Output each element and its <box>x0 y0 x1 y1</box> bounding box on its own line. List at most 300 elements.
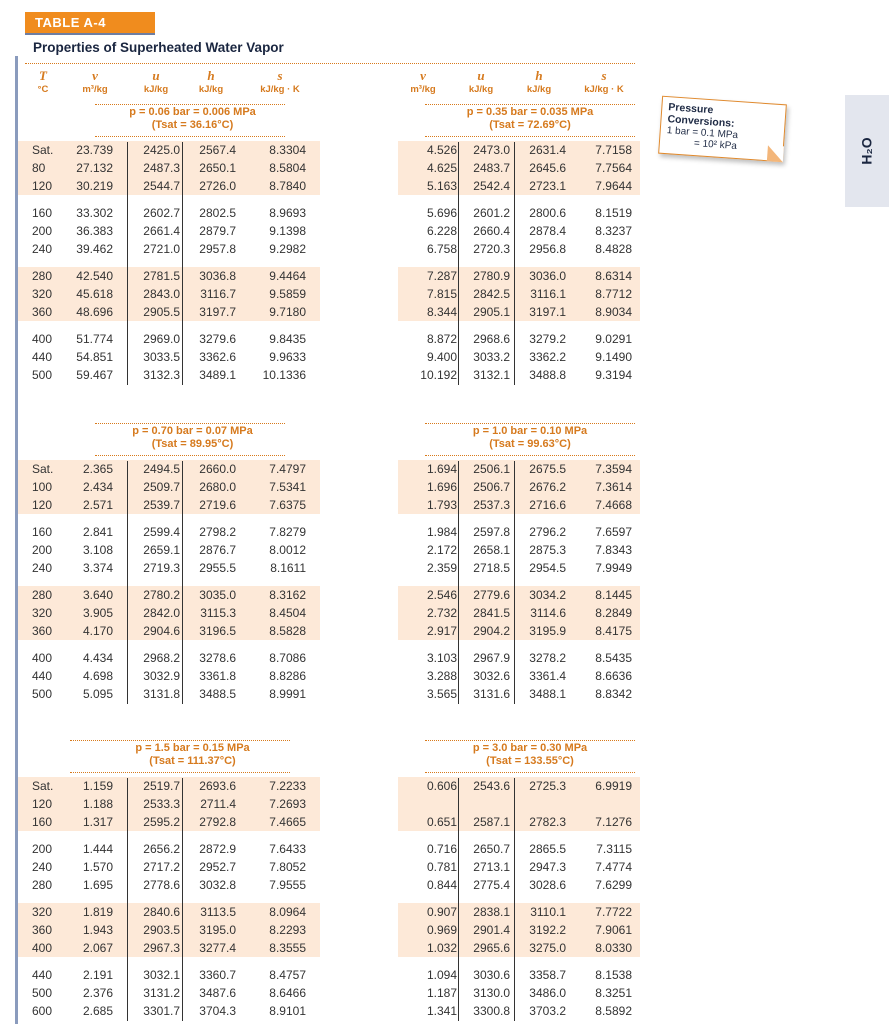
cell-specific-volume: 1.187 <box>426 986 457 1000</box>
cell-enthalpy: 2723.1 <box>529 179 566 193</box>
cell-temperature: 280 <box>32 269 53 283</box>
col-header-v-left <box>65 68 125 95</box>
pressure-conversion-note <box>658 96 787 163</box>
cell-specific-volume: 33.302 <box>76 206 113 220</box>
cell-enthalpy: 2879.7 <box>199 224 236 238</box>
cell-internal-energy: 2901.4 <box>473 923 510 937</box>
cell-entropy: 7.1276 <box>595 815 632 829</box>
cell-enthalpy: 2693.6 <box>199 779 236 793</box>
cell-entropy: 8.7086 <box>269 651 306 665</box>
cell-entropy: 9.1398 <box>269 224 306 238</box>
cell-internal-energy: 3130.0 <box>473 986 510 1000</box>
cell-enthalpy: 3113.5 <box>200 905 236 919</box>
col-header-s-left <box>245 68 315 95</box>
cell-internal-energy: 2779.6 <box>473 588 510 602</box>
cell-specific-volume: 2.359 <box>426 561 457 575</box>
cell-enthalpy: 2719.6 <box>199 498 236 512</box>
cell-entropy: 8.3304 <box>269 143 306 157</box>
cell-entropy: 8.0964 <box>269 905 306 919</box>
cell-internal-energy: 2905.1 <box>473 305 510 319</box>
cell-specific-volume: 0.969 <box>426 923 457 937</box>
col-header-s-right <box>568 68 640 95</box>
cell-temperature: 360 <box>32 624 53 638</box>
cell-internal-energy: 2904.2 <box>473 624 510 638</box>
cell-enthalpy: 3035.0 <box>199 588 236 602</box>
cell-temperature: 280 <box>32 878 53 892</box>
col-unit: m³/kg <box>82 84 108 95</box>
cell-internal-energy: 2967.9 <box>473 651 510 665</box>
pressure-label: p = 0.35 bar = 0.035 MPa <box>466 106 594 118</box>
cell-internal-energy: 2841.5 <box>473 606 510 620</box>
cell-enthalpy: 3362.6 <box>199 350 236 364</box>
cell-specific-volume: 2.841 <box>82 525 113 539</box>
pressure-head-4 <box>80 742 305 767</box>
cell-specific-volume: 1.984 <box>426 525 457 539</box>
cell-internal-energy: 2903.5 <box>143 923 180 937</box>
cell-internal-energy: 2506.1 <box>473 462 510 476</box>
cell-specific-volume: 51.774 <box>76 332 113 346</box>
cell-internal-energy: 3132.1 <box>473 368 510 382</box>
cell-entropy: 8.8342 <box>595 687 632 701</box>
cell-temperature: 80 <box>32 161 46 175</box>
cell-entropy: 7.8279 <box>269 525 306 539</box>
cell-entropy: 8.4175 <box>595 624 632 638</box>
cell-enthalpy: 2796.2 <box>529 525 566 539</box>
col-sym: h <box>535 68 543 83</box>
pressure-head-rule <box>95 455 285 456</box>
cell-entropy: 7.5341 <box>269 480 306 494</box>
col-unit: kJ/kg <box>526 84 552 95</box>
cell-specific-volume: 2.191 <box>82 968 113 982</box>
cell-specific-volume: 4.625 <box>426 161 457 175</box>
cell-specific-volume: 4.698 <box>82 669 113 683</box>
cell-enthalpy: 2711.4 <box>200 797 236 811</box>
cell-entropy: 7.3594 <box>595 462 632 476</box>
cell-internal-energy: 3300.8 <box>473 1004 510 1018</box>
cell-internal-energy: 2967.3 <box>143 941 180 955</box>
cell-specific-volume: 42.540 <box>76 269 113 283</box>
cell-entropy: 8.1538 <box>595 968 632 982</box>
cell-entropy: 8.8286 <box>269 669 306 683</box>
pressure-head-rule <box>425 772 635 773</box>
pressure-head-1 <box>415 106 645 131</box>
cell-entropy: 9.2982 <box>269 242 306 256</box>
cell-enthalpy: 2660.0 <box>199 462 236 476</box>
cell-enthalpy: 3361.8 <box>199 669 236 683</box>
cell-enthalpy: 2631.4 <box>529 143 566 157</box>
cell-enthalpy: 2650.1 <box>199 161 236 175</box>
col-sym: u <box>477 68 485 83</box>
tsat-label: (Tsat = 99.63°C) <box>489 438 571 450</box>
cell-specific-volume: 6.758 <box>426 242 457 256</box>
cell-enthalpy: 2954.5 <box>529 561 566 575</box>
column-rule <box>127 461 128 704</box>
cell-specific-volume: 1.793 <box>426 498 457 512</box>
cell-temperature: Sat. <box>32 779 54 793</box>
cell-entropy: 8.5892 <box>595 1004 632 1018</box>
cell-enthalpy: 3197.1 <box>529 305 566 319</box>
col-sym: T <box>39 68 47 83</box>
cell-specific-volume: 5.095 <box>82 687 113 701</box>
cell-specific-volume: 1.444 <box>82 842 113 856</box>
note-line-1: 1 bar = 0.1 MPa <box>666 125 739 142</box>
table-tag: TABLE A-4 <box>25 12 155 34</box>
cell-specific-volume: 10.192 <box>420 368 457 382</box>
cell-entropy: 9.9633 <box>269 350 306 364</box>
cell-enthalpy: 3488.5 <box>199 687 236 701</box>
cell-internal-energy: 2965.6 <box>473 941 510 955</box>
cell-internal-energy: 2533.3 <box>143 797 180 811</box>
cell-specific-volume: 6.228 <box>426 224 457 238</box>
cell-specific-volume: 3.103 <box>426 651 457 665</box>
col-unit: kJ/kg <box>143 84 169 95</box>
cell-enthalpy: 3197.7 <box>199 305 236 319</box>
cell-internal-energy: 2543.6 <box>473 779 510 793</box>
col-sym: v <box>420 68 426 83</box>
cell-temperature: 100 <box>32 480 53 494</box>
cell-entropy: 7.4774 <box>595 860 632 874</box>
col-unit: m³/kg <box>410 84 436 95</box>
cell-specific-volume: 36.383 <box>76 224 113 238</box>
cell-entropy: 8.4828 <box>595 242 632 256</box>
cell-internal-energy: 2506.7 <box>473 480 510 494</box>
tsat-label: (Tsat = 89.95°C) <box>151 438 234 450</box>
cell-specific-volume: 7.815 <box>426 287 457 301</box>
cell-entropy: 10.1336 <box>262 368 306 382</box>
col-unit: kJ/kg · K <box>584 84 624 95</box>
cell-specific-volume: 4.434 <box>82 651 113 665</box>
note-fold <box>767 145 784 162</box>
cell-specific-volume: 0.844 <box>426 878 457 892</box>
cell-enthalpy: 2876.7 <box>199 543 236 557</box>
cell-temperature: 500 <box>32 368 53 382</box>
cell-specific-volume: 2.685 <box>82 1004 113 1018</box>
cell-enthalpy: 3360.7 <box>199 968 236 982</box>
cell-internal-energy <box>462 796 510 812</box>
cell-enthalpy: 3116.1 <box>530 287 566 301</box>
cell-entropy: 7.9644 <box>595 179 632 193</box>
cell-temperature: 160 <box>32 815 53 829</box>
column-rule <box>127 142 128 385</box>
cell-internal-energy: 3030.6 <box>473 968 510 982</box>
cell-enthalpy: 3195.9 <box>529 624 566 638</box>
cell-enthalpy: 3361.4 <box>529 669 566 683</box>
cell-specific-volume: 3.640 <box>82 588 113 602</box>
cell-temperature: 500 <box>32 986 53 1000</box>
pressure-head-rule <box>70 740 290 741</box>
cell-entropy: 6.9919 <box>595 779 632 793</box>
cell-temperature: 440 <box>32 968 53 982</box>
pressure-head-5 <box>415 742 645 767</box>
cell-enthalpy: 3358.7 <box>529 968 566 982</box>
cell-entropy: 7.3614 <box>595 480 632 494</box>
cell-specific-volume: 2.376 <box>82 986 113 1000</box>
cell-specific-volume: 0.606 <box>426 779 457 793</box>
cell-entropy: 8.3162 <box>269 588 306 602</box>
cell-internal-energy: 3033.2 <box>473 350 510 364</box>
cell-internal-energy: 2905.5 <box>143 305 180 319</box>
cell-temperature: 120 <box>32 498 53 512</box>
cell-internal-energy: 2661.4 <box>143 224 180 238</box>
cell-entropy: 8.3251 <box>595 986 632 1000</box>
cell-enthalpy: 3116.7 <box>200 287 236 301</box>
col-unit: kJ/kg <box>198 84 224 95</box>
cell-internal-energy: 2473.0 <box>473 143 510 157</box>
cell-temperature: Sat. <box>32 143 54 157</box>
pressure-label: p = 3.0 bar = 0.30 MPa <box>472 742 588 754</box>
cell-specific-volume: 0.781 <box>426 860 457 874</box>
col-header-T <box>28 68 58 95</box>
cell-temperature: 120 <box>32 179 53 193</box>
pressure-head-rule <box>425 136 635 137</box>
col-sym: u <box>152 68 160 83</box>
cell-temperature: 160 <box>32 206 53 220</box>
cell-specific-volume: 1.570 <box>82 860 113 874</box>
pressure-head-3 <box>415 425 645 450</box>
cell-internal-energy: 2842.0 <box>143 606 180 620</box>
side-tab-label: H₂O <box>858 137 875 165</box>
cell-temperature: 240 <box>32 561 53 575</box>
column-rule <box>458 461 459 704</box>
cell-internal-energy: 3032.6 <box>473 669 510 683</box>
cell-entropy: 8.3237 <box>595 224 632 238</box>
cell-internal-energy: 3032.1 <box>143 968 180 982</box>
cell-internal-energy: 3132.3 <box>143 368 180 382</box>
cell-entropy: 7.2693 <box>269 797 306 811</box>
cell-temperature: 280 <box>32 588 53 602</box>
cell-entropy: 7.8052 <box>269 860 306 874</box>
cell-entropy: 8.6314 <box>595 269 632 283</box>
cell-enthalpy: 2798.2 <box>199 525 236 539</box>
cell-enthalpy: 2680.0 <box>199 480 236 494</box>
cell-internal-energy: 2775.4 <box>473 878 510 892</box>
cell-entropy: 7.9061 <box>595 923 632 937</box>
column-rule <box>182 461 183 704</box>
cell-entropy: 9.5859 <box>269 287 306 301</box>
cell-internal-energy: 2595.2 <box>143 815 180 829</box>
cell-enthalpy: 3036.8 <box>199 269 236 283</box>
cell-specific-volume: 0.716 <box>426 842 457 856</box>
cell-specific-volume <box>398 796 457 812</box>
col-sym: s <box>601 68 607 83</box>
col-header-v-right <box>393 68 453 95</box>
cell-entropy: 9.8435 <box>269 332 306 346</box>
cell-enthalpy: 2802.5 <box>199 206 236 220</box>
cell-specific-volume: 1.943 <box>82 923 113 937</box>
cell-entropy: 8.7840 <box>269 179 306 193</box>
cell-temperature: 360 <box>32 923 53 937</box>
cell-internal-energy: 2544.7 <box>143 179 180 193</box>
cell-enthalpy: 2878.4 <box>529 224 566 238</box>
cell-internal-energy: 2713.1 <box>473 860 510 874</box>
cell-temperature: 160 <box>32 525 53 539</box>
tsat-label: (Tsat = 133.55°C) <box>486 755 574 767</box>
cell-specific-volume: 1.032 <box>426 941 457 955</box>
pressure-head-rule <box>95 104 285 105</box>
cell-enthalpy: 3279.6 <box>199 332 236 346</box>
cell-internal-energy: 2968.2 <box>143 651 180 665</box>
cell-internal-energy: 2599.4 <box>143 525 180 539</box>
cell-enthalpy: 3277.4 <box>199 941 236 955</box>
cell-temperature: 320 <box>32 905 53 919</box>
cell-enthalpy: 2725.3 <box>529 779 566 793</box>
cell-entropy: 8.2849 <box>595 606 632 620</box>
cell-entropy: 8.1519 <box>595 206 632 220</box>
cell-specific-volume: 2.917 <box>426 624 457 638</box>
cell-internal-energy: 2720.3 <box>473 242 510 256</box>
pressure-head-2 <box>80 425 305 450</box>
cell-enthalpy: 2792.8 <box>199 815 236 829</box>
cell-entropy: 8.5435 <box>595 651 632 665</box>
cell-specific-volume: 3.374 <box>82 561 113 575</box>
cell-entropy: 8.6636 <box>595 669 632 683</box>
cell-specific-volume: 7.287 <box>426 269 457 283</box>
cell-internal-energy: 2840.6 <box>143 905 180 919</box>
cell-enthalpy: 3362.2 <box>529 350 566 364</box>
cell-temperature: 400 <box>32 332 53 346</box>
cell-temperature: 600 <box>32 1004 53 1018</box>
cell-entropy: 7.7564 <box>595 161 632 175</box>
cell-enthalpy: 3704.3 <box>199 1004 236 1018</box>
cell-specific-volume: 2.732 <box>426 606 457 620</box>
cell-entropy: 8.0012 <box>269 543 306 557</box>
cell-specific-volume: 4.526 <box>426 143 457 157</box>
cell-specific-volume: 30.219 <box>76 179 113 193</box>
cell-entropy: 8.6466 <box>269 986 306 1000</box>
cell-internal-energy: 2650.7 <box>473 842 510 856</box>
cell-entropy: 7.6597 <box>595 525 632 539</box>
cell-internal-energy: 2519.7 <box>143 779 180 793</box>
cell-entropy: 9.1490 <box>595 350 632 364</box>
cell-internal-energy: 2717.2 <box>143 860 180 874</box>
cell-specific-volume: 4.170 <box>82 624 113 638</box>
cell-enthalpy: 3278.2 <box>529 651 566 665</box>
cell-temperature: 440 <box>32 669 53 683</box>
pressure-label: p = 0.06 bar = 0.006 MPa <box>129 106 256 118</box>
col-unit: °C <box>37 84 49 95</box>
pressure-label: p = 0.70 bar = 0.07 MPa <box>132 425 253 437</box>
cell-specific-volume: 8.344 <box>426 305 457 319</box>
cell-entropy: 8.9991 <box>269 687 306 701</box>
cell-specific-volume: 39.462 <box>76 242 113 256</box>
cell-entropy: 9.4464 <box>269 269 306 283</box>
cell-internal-energy: 3131.2 <box>143 986 180 1000</box>
cell-temperature: 200 <box>32 543 53 557</box>
cell-specific-volume: 2.434 <box>82 480 113 494</box>
cell-specific-volume: 2.172 <box>426 543 457 557</box>
col-header-h-left <box>182 68 240 95</box>
cell-enthalpy: 3486.0 <box>529 986 566 1000</box>
cell-entropy: 7.8343 <box>595 543 632 557</box>
cell-enthalpy: 3195.0 <box>199 923 236 937</box>
column-rule <box>514 778 515 1021</box>
cell-entropy: 7.7158 <box>595 143 632 157</box>
cell-enthalpy: 2875.3 <box>529 543 566 557</box>
cell-specific-volume: 1.094 <box>426 968 457 982</box>
cell-internal-energy: 2597.8 <box>473 525 510 539</box>
cell-internal-energy: 3033.5 <box>143 350 180 364</box>
cell-specific-volume: 59.467 <box>76 368 113 382</box>
cell-entropy: 7.4797 <box>269 462 306 476</box>
note-line-2: = 10² kPa <box>693 138 738 153</box>
cell-entropy: 8.0330 <box>595 941 632 955</box>
cell-enthalpy: 2675.5 <box>529 462 566 476</box>
cell-enthalpy: 2645.6 <box>529 161 566 175</box>
cell-specific-volume: 27.132 <box>76 161 113 175</box>
cell-internal-energy: 2494.5 <box>143 462 180 476</box>
col-header-u-left <box>127 68 185 95</box>
column-rule <box>182 142 183 385</box>
pressure-head-0 <box>80 106 305 131</box>
cell-temperature: 400 <box>32 651 53 665</box>
column-rule <box>514 142 515 385</box>
tsat-label: (Tsat = 36.16°C) <box>151 119 234 131</box>
cell-entropy: 7.3115 <box>596 842 632 856</box>
cell-entropy: 8.2293 <box>269 923 306 937</box>
cell-specific-volume: 1.694 <box>426 462 457 476</box>
cell-enthalpy: 3703.2 <box>529 1004 566 1018</box>
cell-internal-energy: 2780.2 <box>143 588 180 602</box>
cell-internal-energy: 2780.9 <box>473 269 510 283</box>
tsat-label: (Tsat = 111.37°C) <box>149 755 236 767</box>
cell-enthalpy: 3115.3 <box>200 606 236 620</box>
cell-specific-volume: 5.696 <box>426 206 457 220</box>
cell-temperature: 320 <box>32 287 53 301</box>
cell-entropy: 7.4665 <box>269 815 306 829</box>
pressure-head-rule <box>425 740 635 741</box>
cell-specific-volume: 1.341 <box>426 1004 457 1018</box>
cell-specific-volume: 8.872 <box>426 332 457 346</box>
cell-internal-energy: 2969.0 <box>143 332 180 346</box>
col-unit: kJ/kg <box>468 84 494 95</box>
pressure-label: p = 1.0 bar = 0.10 MPa <box>472 425 588 437</box>
cell-internal-energy: 2778.6 <box>143 878 180 892</box>
cell-enthalpy: 2716.6 <box>529 498 566 512</box>
cell-specific-volume: 48.696 <box>76 305 113 319</box>
cell-temperature: 500 <box>32 687 53 701</box>
cell-specific-volume: 0.907 <box>426 905 457 919</box>
column-rule <box>458 142 459 385</box>
cell-enthalpy: 2782.3 <box>529 815 566 829</box>
cell-enthalpy: 3487.6 <box>199 986 236 1000</box>
cell-internal-energy: 2719.3 <box>143 561 180 575</box>
cell-enthalpy: 2947.3 <box>529 860 566 874</box>
pressure-head-rule <box>425 423 635 424</box>
cell-temperature: Sat. <box>32 462 54 476</box>
pressure-head-rule <box>425 455 635 456</box>
cell-enthalpy: 3275.0 <box>529 941 566 955</box>
cell-enthalpy: 2800.6 <box>529 206 566 220</box>
cell-enthalpy: 3488.8 <box>529 368 566 382</box>
col-header-u-right <box>452 68 510 95</box>
cell-specific-volume: 3.565 <box>426 687 457 701</box>
cell-enthalpy: 2957.8 <box>199 242 236 256</box>
cell-temperature: 200 <box>32 842 53 856</box>
cell-entropy: 7.9949 <box>595 561 632 575</box>
cell-enthalpy: 3196.5 <box>199 624 236 638</box>
cell-internal-energy: 2602.7 <box>143 206 180 220</box>
cell-specific-volume: 54.851 <box>76 350 113 364</box>
cell-internal-energy: 2721.0 <box>143 242 180 256</box>
cell-internal-energy: 2537.3 <box>473 498 510 512</box>
cell-temperature: 360 <box>32 305 53 319</box>
cell-entropy: 8.7712 <box>595 287 632 301</box>
cell-internal-energy: 2781.5 <box>143 269 180 283</box>
cell-enthalpy: 3278.6 <box>199 651 236 665</box>
column-rule <box>458 778 459 1021</box>
cell-internal-energy: 2542.4 <box>473 179 510 193</box>
cell-temperature: 120 <box>32 797 53 811</box>
